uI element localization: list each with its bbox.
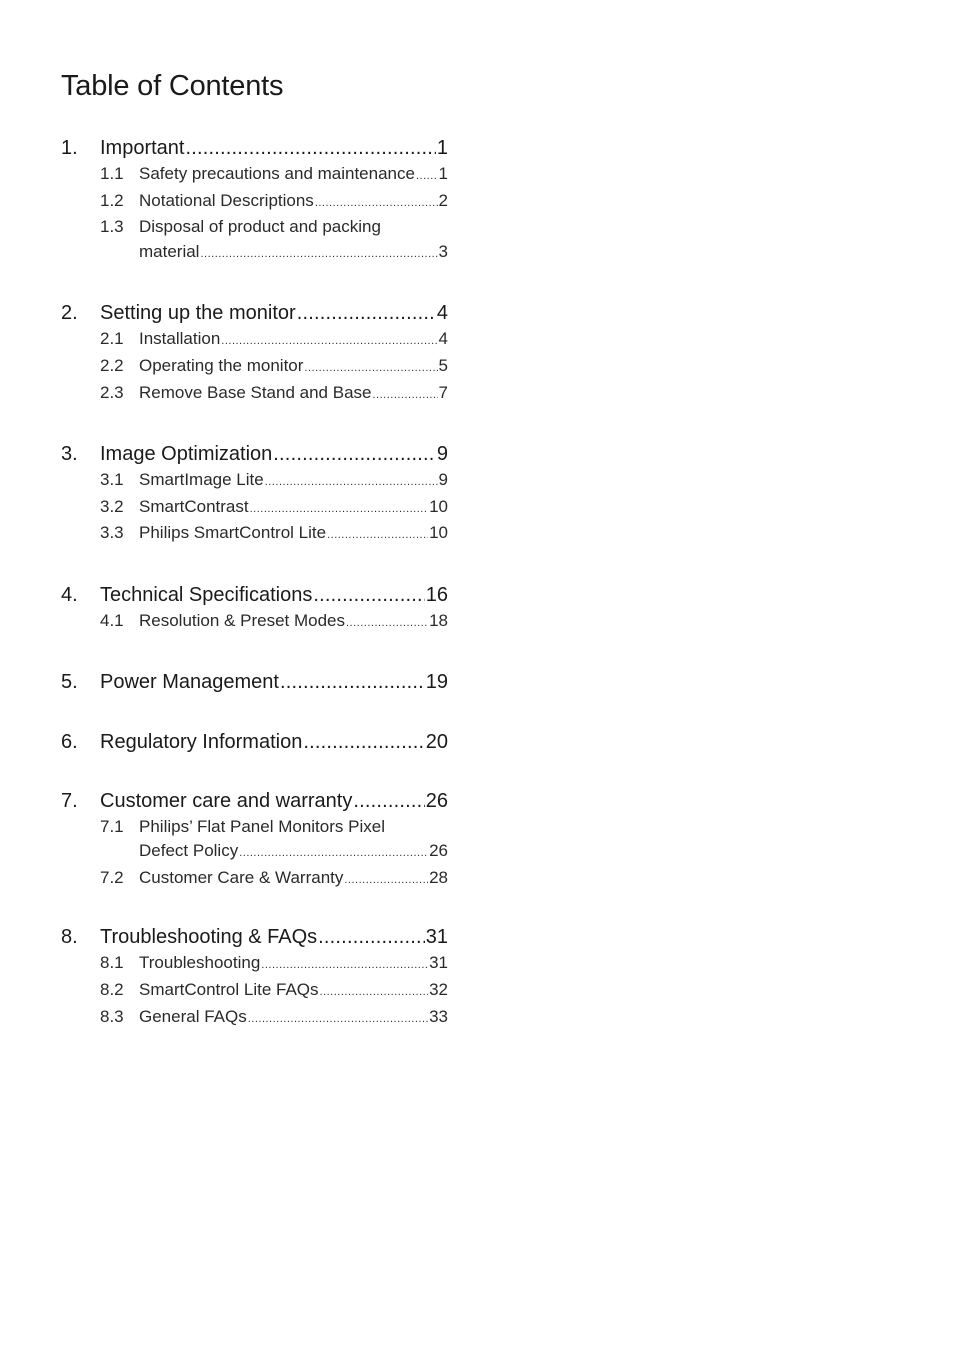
- subsection-number: 3.3: [100, 523, 124, 543]
- section-number: 7.: [61, 789, 78, 812]
- section-title: Regulatory Information: [100, 730, 303, 753]
- section-number: 3.: [61, 443, 78, 466]
- section-number: 5.: [61, 670, 78, 693]
- dot-leader: [280, 668, 425, 696]
- subsection-number: 8.3: [100, 1006, 124, 1026]
- page-number: 2: [438, 190, 448, 210]
- page-number: 10: [429, 523, 448, 543]
- toc-entry-important[interactable]: [61, 134, 448, 162]
- toc-entry-regulatory-information[interactable]: [61, 728, 448, 756]
- dot-leader: [261, 953, 428, 978]
- page-number: 3: [438, 241, 448, 261]
- subsection-title: Installation: [139, 329, 221, 349]
- section-number: 8.: [61, 926, 78, 949]
- toc-section-7: [61, 787, 448, 893]
- toc-subentry-2-2[interactable]: [61, 354, 448, 381]
- subsection-title: Remove Base Stand and Base: [139, 382, 372, 402]
- subsection-title: Safety precautions and maintenance: [139, 164, 415, 183]
- subsection-title: Customer Care & Warranty: [139, 867, 344, 887]
- dot-leader: [372, 383, 437, 408]
- dot-leader: [265, 470, 438, 495]
- subsection-number: 2.2: [100, 355, 124, 375]
- dot-leader: [327, 523, 428, 548]
- page-number: 4: [438, 329, 448, 349]
- subsection-title: Operating the monitor: [139, 355, 304, 375]
- toc-section-2: [61, 299, 448, 407]
- page-number: 33: [429, 1006, 448, 1026]
- section-title: Power Management: [100, 670, 279, 693]
- toc-entry-setting-up[interactable]: [61, 299, 448, 327]
- dot-leader: [416, 164, 438, 189]
- subsection-number: 7.1: [100, 816, 124, 836]
- toc-subentry-8-1[interactable]: [61, 951, 448, 978]
- page-number: 9: [438, 470, 448, 490]
- section-title: Image Optimization: [100, 443, 273, 466]
- page-number: 16: [425, 583, 448, 606]
- subsection-number: 3.2: [100, 496, 124, 516]
- dot-leader: [320, 980, 429, 1005]
- toc-section-4: [61, 581, 448, 636]
- toc-subentry-3-1[interactable]: [61, 468, 448, 495]
- page-number: 5: [438, 355, 448, 375]
- page-number: 26: [429, 841, 448, 861]
- dot-leader: [250, 497, 428, 522]
- toc-subentry-4-1[interactable]: [61, 609, 448, 636]
- dot-leader: [273, 440, 436, 468]
- toc-entry-troubleshooting[interactable]: [61, 923, 448, 951]
- subsection-title-line2: Defect Policy: [139, 841, 239, 861]
- section-title: Setting up the monitor: [100, 302, 296, 325]
- section-number: 4.: [61, 583, 78, 606]
- dot-leader: [248, 1007, 428, 1032]
- subsection-number: 3.1: [100, 470, 124, 490]
- subsection-title: SmartControl Lite FAQs: [139, 979, 319, 999]
- subsection-number: 8.1: [100, 953, 124, 973]
- subsection-title: SmartContrast: [139, 496, 249, 516]
- page-number: 19: [425, 670, 448, 693]
- page-number: 28: [429, 867, 448, 887]
- section-title: Troubleshooting & FAQs: [100, 926, 318, 949]
- dot-leader: [239, 841, 428, 866]
- page-number: 32: [429, 979, 448, 999]
- subsection-title: SmartImage Lite: [139, 470, 264, 490]
- subsection-title: Notational Descriptions: [139, 190, 314, 210]
- dot-leader: [313, 581, 424, 609]
- toc-entry-power-management[interactable]: [61, 668, 448, 696]
- subsection-title-line2: material: [139, 241, 200, 261]
- subsection-number: 8.2: [100, 979, 124, 999]
- toc-subentry-1-3[interactable]: [61, 215, 448, 266]
- subsection-title-line1: Philips’ Flat Panel Monitors Pixel: [139, 816, 385, 836]
- dot-leader: [200, 242, 437, 267]
- toc-section-8: [61, 923, 448, 1031]
- dot-leader: [346, 611, 428, 636]
- subsection-title: Troubleshooting: [139, 953, 261, 973]
- toc-entry-technical-specifications[interactable]: [61, 581, 448, 609]
- page-title: Table of Contents: [61, 70, 284, 102]
- subsection-title-line1: Disposal of product and packing: [139, 217, 381, 237]
- subsection-title: Philips SmartControl Lite: [139, 523, 327, 543]
- toc-subentry-2-3[interactable]: [61, 381, 448, 408]
- page-number: 9: [436, 443, 448, 466]
- section-title: Technical Specifications: [100, 583, 313, 606]
- section-number: 2.: [61, 302, 78, 325]
- toc-subentry-8-3[interactable]: [61, 1005, 448, 1032]
- dot-leader: [315, 191, 438, 216]
- page-number: 1: [438, 164, 448, 183]
- subsection-number: 1.2: [100, 190, 124, 210]
- toc-subentry-1-2[interactable]: [61, 189, 448, 216]
- toc-section-3: [61, 440, 448, 548]
- dot-leader: [318, 923, 425, 951]
- dot-leader: [221, 329, 437, 354]
- page-number: 18: [429, 610, 448, 630]
- subsection-title: Resolution & Preset Modes: [139, 610, 345, 630]
- section-title: Important: [100, 137, 185, 159]
- toc-subentry-1-1[interactable]: [61, 162, 448, 189]
- page-number: 31: [429, 953, 448, 973]
- subsection-number: 2.1: [100, 329, 124, 349]
- dot-leader: [303, 728, 424, 756]
- page-number: 26: [425, 789, 448, 812]
- subsection-number: 4.1: [100, 610, 124, 630]
- page-number: 4: [436, 302, 448, 325]
- page-number: 31: [425, 926, 448, 949]
- page-number: 20: [425, 730, 448, 753]
- toc-subentry-8-2[interactable]: [61, 978, 448, 1005]
- toc-subentry-7-2[interactable]: [61, 866, 448, 893]
- section-title: Customer care and warranty: [100, 789, 353, 812]
- table-of-contents: [61, 134, 448, 1031]
- toc-subentry-3-2[interactable]: [61, 495, 448, 522]
- toc-entry-customer-care[interactable]: [61, 787, 448, 815]
- subsection-number: 2.3: [100, 382, 124, 402]
- toc-entry-image-optimization[interactable]: [61, 440, 448, 468]
- page-number: 1: [436, 137, 448, 159]
- toc-subentry-7-1[interactable]: [61, 815, 448, 866]
- section-number: 1.: [61, 137, 78, 159]
- subsection-title: General FAQs: [139, 1006, 247, 1026]
- subsection-number: 7.2: [100, 867, 124, 887]
- dot-leader: [353, 787, 424, 815]
- toc-section-5: [61, 668, 448, 696]
- dot-leader: [297, 299, 436, 327]
- subsection-number: 1.1: [100, 164, 124, 183]
- page-number: 10: [429, 496, 448, 516]
- toc-section-6: [61, 728, 448, 756]
- dot-leader: [304, 356, 437, 381]
- section-number: 6.: [61, 730, 78, 753]
- toc-subentry-3-3[interactable]: [61, 521, 448, 548]
- dot-leader: [344, 868, 428, 893]
- toc-section-1: [61, 134, 448, 266]
- dot-leader: [185, 134, 435, 162]
- subsection-number: 1.3: [100, 217, 124, 237]
- toc-subentry-2-1[interactable]: [61, 327, 448, 354]
- page-number: 7: [438, 382, 448, 402]
